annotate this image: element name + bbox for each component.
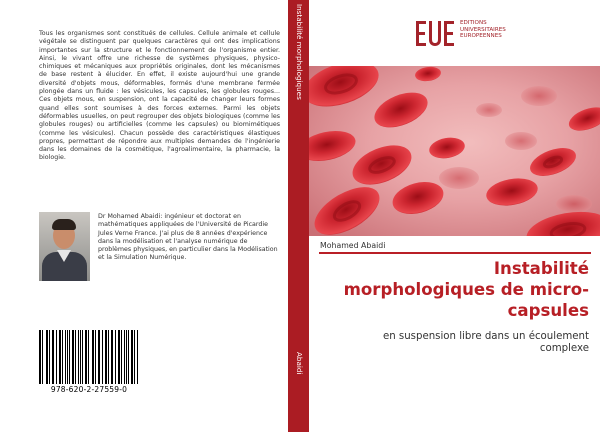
barcode-icon <box>39 330 139 384</box>
publisher-name <box>460 20 506 40</box>
spine-author: Abaidi <box>295 352 304 375</box>
barcode-area <box>39 330 139 396</box>
back-cover <box>0 0 288 432</box>
book-title-line: capsules <box>507 301 589 320</box>
book-title-line: Instabilité <box>493 259 589 278</box>
eue-logo-icon <box>414 19 456 48</box>
book-title-line: morphologiques de micro- <box>343 280 589 299</box>
book-subtitle-line: complexe <box>539 343 589 354</box>
front-author-name: Mohamed Abaidi <box>320 241 386 250</box>
publisher-line: EUROPEENNES <box>460 33 502 39</box>
author-photo-hair <box>52 219 76 230</box>
isbn-number: 978-620-2-27559-0 <box>50 385 128 394</box>
author-bio: Dr Mohamed Abaidi: ingénieur et doctorat en mathématiques appliquées de l'Université de Picardie Jules Verne France. J'ai plus de 8 années d'expérience dans la modélisation et l'analyse numérique de problèmes physiques, en particulier dans la Modélisation et la Simulation Numérique. <box>98 213 278 262</box>
author-photo <box>39 212 90 281</box>
publisher-logo <box>414 17 544 51</box>
publisher-line: UNIVERSITAIRES <box>460 26 506 33</box>
book-subtitle <box>316 331 589 355</box>
spine-title: Instabilité morphologiques <box>295 4 304 100</box>
title-divider <box>319 252 591 254</box>
book-title <box>316 258 589 321</box>
back-cover-blurb: Tous les organismes sont constitués de cellules. Cellule animale et cellule végétale se distinguent par quelques caractères qui ont des implications importantes sur la structure et le fonctionnement de l'organisme entier. Ainsi, le vivant offre une richesse de systèmes physiques, physico-chimiques et mécaniques aux propriétés originales, dont les mécanismes de base restent à élucider. En effet, il existe aujourd'hui une grande diversité d'objets mous, déformables, formés d'une membrane fermée plongée dans un fluide : les vésicules, les capsules, les globules rouges... Ces objets mous, en suspension, ont la capacité de changer leurs formes quand elles sont soumises à des forces externes. Parmi les objets déformables usuelles, on peut regrouper des objets biologiques (comme les globules rouges) ou artificielles (comme les capsules) ou biomimétiques (comme les vésicules). Chacun possède des caractéristiques élastiques propres, permettant de répondre aux multiples demandes de l'ingénierie dans les domaines de la cosmétique, l'agroalimentaire, la pharmacie, la biologie. <box>39 30 280 162</box>
red-blood-cells-image <box>309 66 600 236</box>
book-subtitle-line: en suspension libre dans un écoulement <box>382 331 589 342</box>
publisher-line: EDITIONS <box>460 20 487 26</box>
